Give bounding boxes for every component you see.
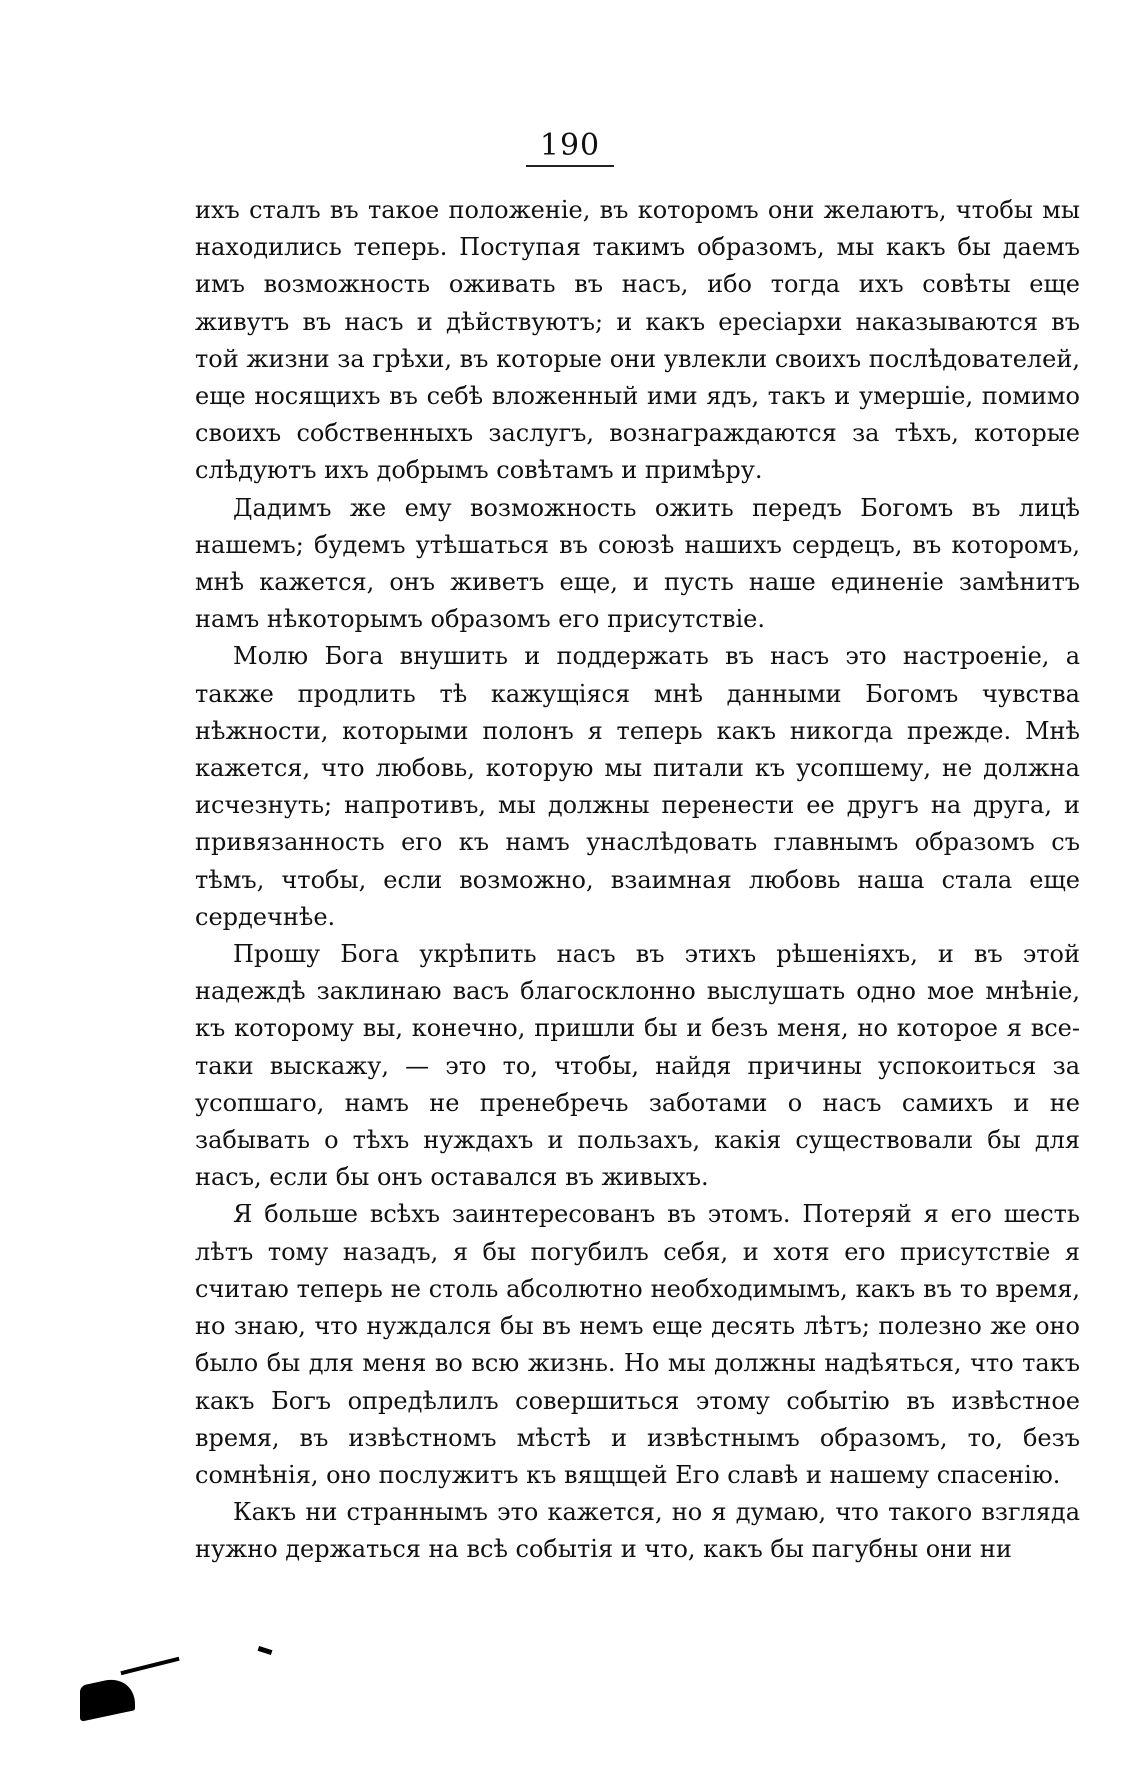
body-text: [195, 192, 1080, 1569]
paragraph: Прошу Бога укрѣпить насъ въ этихъ рѣшеніяхъ, и въ этой надеждѣ заклинаю васъ благосклонно выслушать одно мое мнѣніе, къ которому вы, конечно, пришли бы и безъ меня, но которое я все-таки выскажу, — это то, чтобы, найдя причины успокоиться за усопшаго, намъ не пренебречь заботами о насъ самихъ и не забывать о тѣхъ нуждахъ и пользахъ, какія существовали бы для насъ, если бы онъ оставался въ живыхъ.: [195, 940, 1080, 1192]
page-number-text: 190: [526, 128, 614, 167]
page-number: [0, 128, 1140, 167]
scan-smudge-mark: [80, 1674, 135, 1722]
scan-smudge-stroke: [120, 1657, 179, 1675]
paragraph: Молю Бога внушить и поддержать въ насъ это настроеніе, а также продлить тѣ кажущіяся мнѣ данными Богомъ чувства нѣжности, которыми полонъ я теперь какъ никогда прежде. Мнѣ кажется, что любовь, которую мы питали къ усопшему, не должна исчезнуть; напротивъ, мы должны перенести ее другъ на друга, и привязанность его къ намъ унаслѣдовать главнымъ образомъ съ тѣмъ, чтобы, если возможно, взаимная любовь наша стала еще сердечнѣе.: [195, 642, 1080, 931]
paragraph: Дадимъ же ему возможность ожить передъ Богомъ въ лицѣ нашемъ; будемъ утѣшаться въ союзѣ нашихъ сердецъ, въ которомъ, мнѣ кажется, онъ живетъ еще, и пусть наше единеніе замѣнитъ намъ нѣкоторымъ образомъ его присутствіе.: [195, 493, 1080, 634]
paragraph: Я больше всѣхъ заинтересованъ въ этомъ. Потеряй я его шесть лѣтъ тому назадъ, я бы погубилъ себя, и хотя его присутствіе я считаю теперь не столь абсолютно необходимымъ, какъ въ то время, но знаю, что нуждался бы въ немъ еще десять лѣтъ; полезно же оно было бы для меня во всю жизнь. Но мы должны надѣяться, что такъ какъ Богъ опредѣлилъ совершиться этому событію въ извѣстное время, въ извѣстномъ мѣстѣ и извѣстнымъ образомъ, то, безъ сомнѣнія, оно послужитъ къ вящщей Его славѣ и нашему спасенію.: [195, 1200, 1080, 1489]
paragraph-partial: Какъ ни страннымъ это кажется, но я думаю, что такого взгляда нужно держаться на всѣ событія и что, какъ бы пагубны они ни: [195, 1498, 1080, 1564]
paragraph-continuation: ихъ сталъ въ такое положеніе, въ которомъ они желаютъ, чтобы мы находились теперь. Поступая такимъ образомъ, мы какъ бы даемъ имъ возможность оживать въ насъ, ибо тогда ихъ совѣты еще живутъ въ насъ и дѣйствуютъ; и какъ ересіархи наказываются въ той жизни за грѣхи, въ которые они увлекли своихъ послѣдователей, еще носящихъ въ себѣ вложенный ими ядъ, такъ и умершіе, помимо своихъ собственныхъ заслугъ, вознаграждаются за тѣхъ, которые слѣдуютъ ихъ добрымъ совѣтамъ и примѣру.: [195, 196, 1080, 485]
scan-smudge-dot: [258, 1646, 273, 1655]
